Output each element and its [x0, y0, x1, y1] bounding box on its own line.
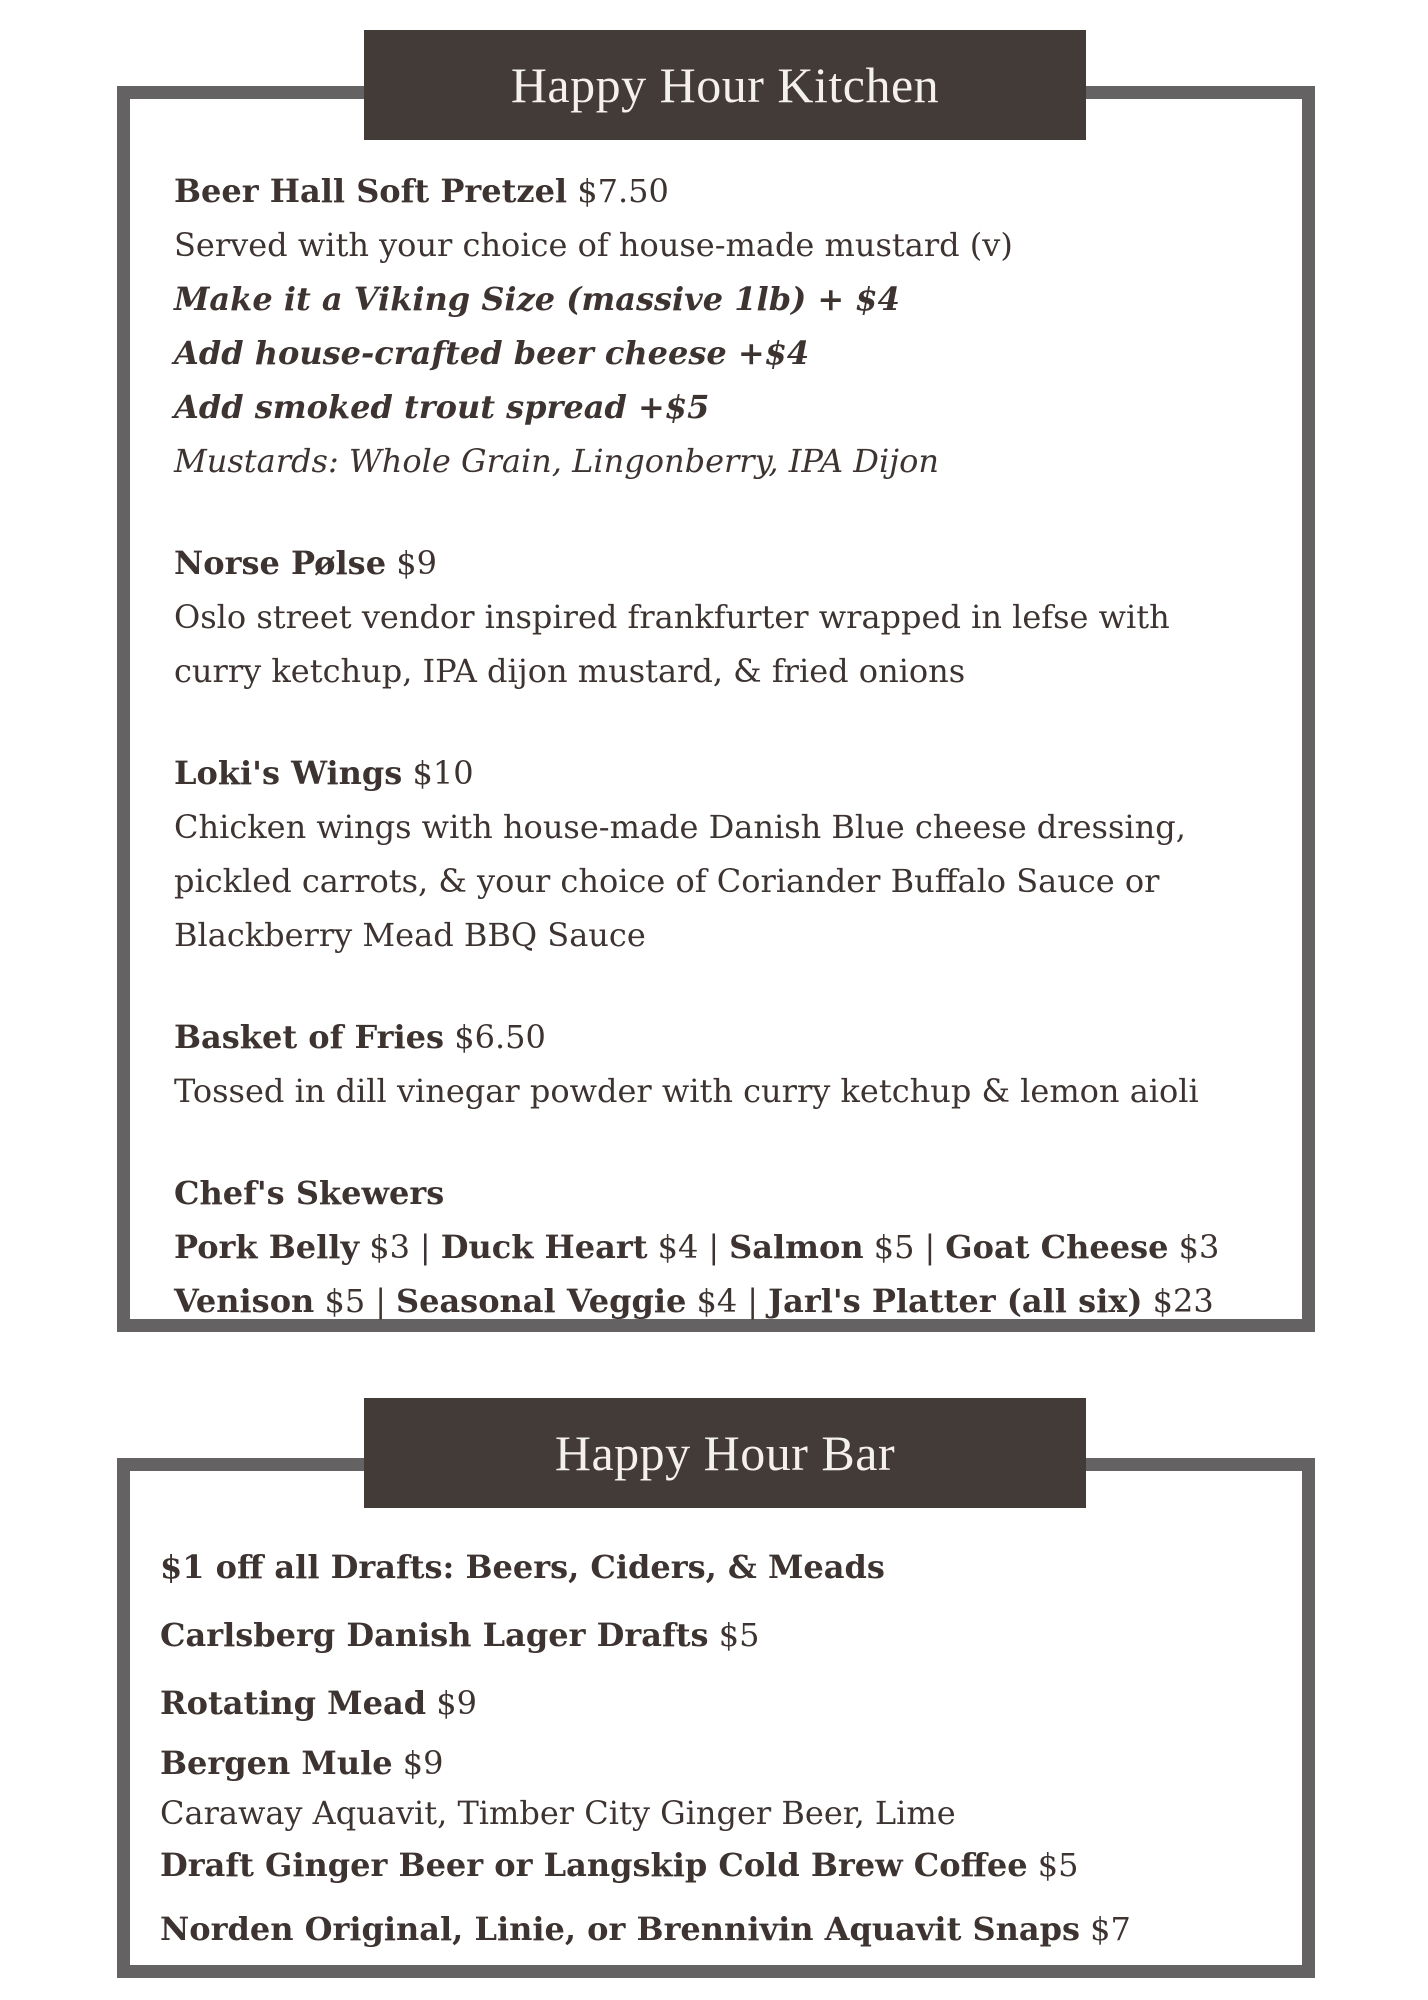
- skewer-price: $5: [873, 1228, 915, 1266]
- skewer-name: Venison: [174, 1282, 315, 1320]
- menu-item-skewers: [174, 1166, 1294, 1328]
- polse-price: $9: [396, 544, 437, 582]
- kitchen-title-text: Happy Hour Kitchen: [510, 57, 940, 113]
- drafts-discount: $1 off all Drafts: Beers, Ciders, & Meads: [160, 1548, 885, 1586]
- skewer-name: Jarl's Platter (all six): [768, 1282, 1143, 1320]
- fries-price: $6.50: [454, 1018, 546, 1056]
- polse-description-line-1: Oslo street vendor inspired frankfurter wrapped in lefse with: [174, 598, 1170, 636]
- pretzel-mustards: Mustards: Whole Grain, Lingonberry, IPA Dijon: [174, 442, 939, 480]
- bar-item-mule: [160, 1738, 1280, 1838]
- kitchen-section-title: [364, 30, 1086, 140]
- bar-item-snaps: [160, 1902, 1280, 1956]
- skewer-price: $4: [696, 1282, 738, 1320]
- skewer-name: Duck Heart: [440, 1228, 648, 1266]
- skewer-name: Salmon: [729, 1228, 864, 1266]
- snaps-name: Norden Original, Linie, or Brennivin Aquavit Snaps: [160, 1910, 1080, 1948]
- skewers-row-1: Pork Belly $3 | Duck Heart $4 | Salmon $5 | Goat Cheese $3: [174, 1228, 1220, 1266]
- menu-item-fries: [174, 1010, 1294, 1118]
- skewer-price: $5: [324, 1282, 366, 1320]
- skewer-price: $3: [1178, 1228, 1220, 1266]
- carlsberg-price: $5: [718, 1616, 760, 1654]
- skewer-name: Pork Belly: [174, 1228, 360, 1266]
- carlsberg-name: Carlsberg Danish Lager Drafts: [160, 1616, 709, 1654]
- pretzel-addon-cheese: Add house-crafted beer cheese +$4: [174, 334, 810, 372]
- skewer-name: Seasonal Veggie: [395, 1282, 687, 1320]
- pretzel-price: $7.50: [577, 172, 669, 210]
- polse-description-line-2: curry ketchup, IPA dijon mustard, & fried onions: [174, 652, 966, 690]
- bar-title-text: Happy Hour Bar: [554, 1425, 896, 1481]
- mule-description: Caraway Aquavit, Timber City Ginger Beer, Lime: [160, 1794, 956, 1832]
- pretzel-addon-viking: Make it a Viking Size (massive 1lb) + $4: [174, 280, 900, 318]
- wings-name: Loki's Wings: [174, 754, 403, 792]
- pretzel-name: Beer Hall Soft Pretzel: [174, 172, 568, 210]
- bar-section-title: [364, 1398, 1086, 1508]
- fries-description: Tossed in dill vinegar powder with curry ketchup & lemon aioli: [174, 1072, 1199, 1110]
- skewer-price: $4: [657, 1228, 699, 1266]
- fries-name: Basket of Fries: [174, 1018, 445, 1056]
- skewers-row-2: Venison $5 | Seasonal Veggie $4 | Jarl's Platter (all six) $23: [174, 1282, 1214, 1320]
- mead-name: Rotating Mead: [160, 1684, 427, 1722]
- menu-item-polse: [174, 536, 1294, 698]
- bar-menu-items: [160, 1540, 1280, 1956]
- menu-item-wings: [174, 746, 1294, 962]
- mead-price: $9: [436, 1684, 477, 1722]
- menu-item-pretzel: [174, 164, 1294, 488]
- bar-item-mead: [160, 1676, 1280, 1738]
- pretzel-addon-trout: Add smoked trout spread +$5: [174, 388, 710, 426]
- mule-price: $9: [402, 1744, 444, 1782]
- skewer-price: $23: [1152, 1282, 1214, 1320]
- pretzel-description: Served with your choice of house-made mustard (v): [174, 226, 1013, 264]
- kitchen-menu-items: [174, 164, 1294, 1328]
- mule-name: Bergen Mule: [160, 1744, 393, 1782]
- ginger-name: Draft Ginger Beer or Langskip Cold Brew Coffee: [160, 1846, 1028, 1884]
- bar-item-carlsberg: [160, 1608, 1280, 1676]
- wings-description-line-3: Blackberry Mead BBQ Sauce: [174, 916, 646, 954]
- wings-price: $10: [412, 754, 474, 792]
- bar-item-ginger: [160, 1838, 1280, 1902]
- skewer-name: Goat Cheese: [945, 1228, 1169, 1266]
- wings-description-line-2: pickled carrots, & your choice of Coriander Buffalo Sauce or: [174, 862, 1160, 900]
- wings-description-line-1: Chicken wings with house-made Danish Blue cheese dressing,: [174, 808, 1186, 846]
- skewers-title: Chef's Skewers: [174, 1174, 445, 1212]
- ginger-price: $5: [1037, 1846, 1079, 1884]
- snaps-price: $7: [1090, 1910, 1131, 1948]
- skewer-price: $3: [369, 1228, 410, 1266]
- polse-name: Norse Pølse: [174, 544, 387, 582]
